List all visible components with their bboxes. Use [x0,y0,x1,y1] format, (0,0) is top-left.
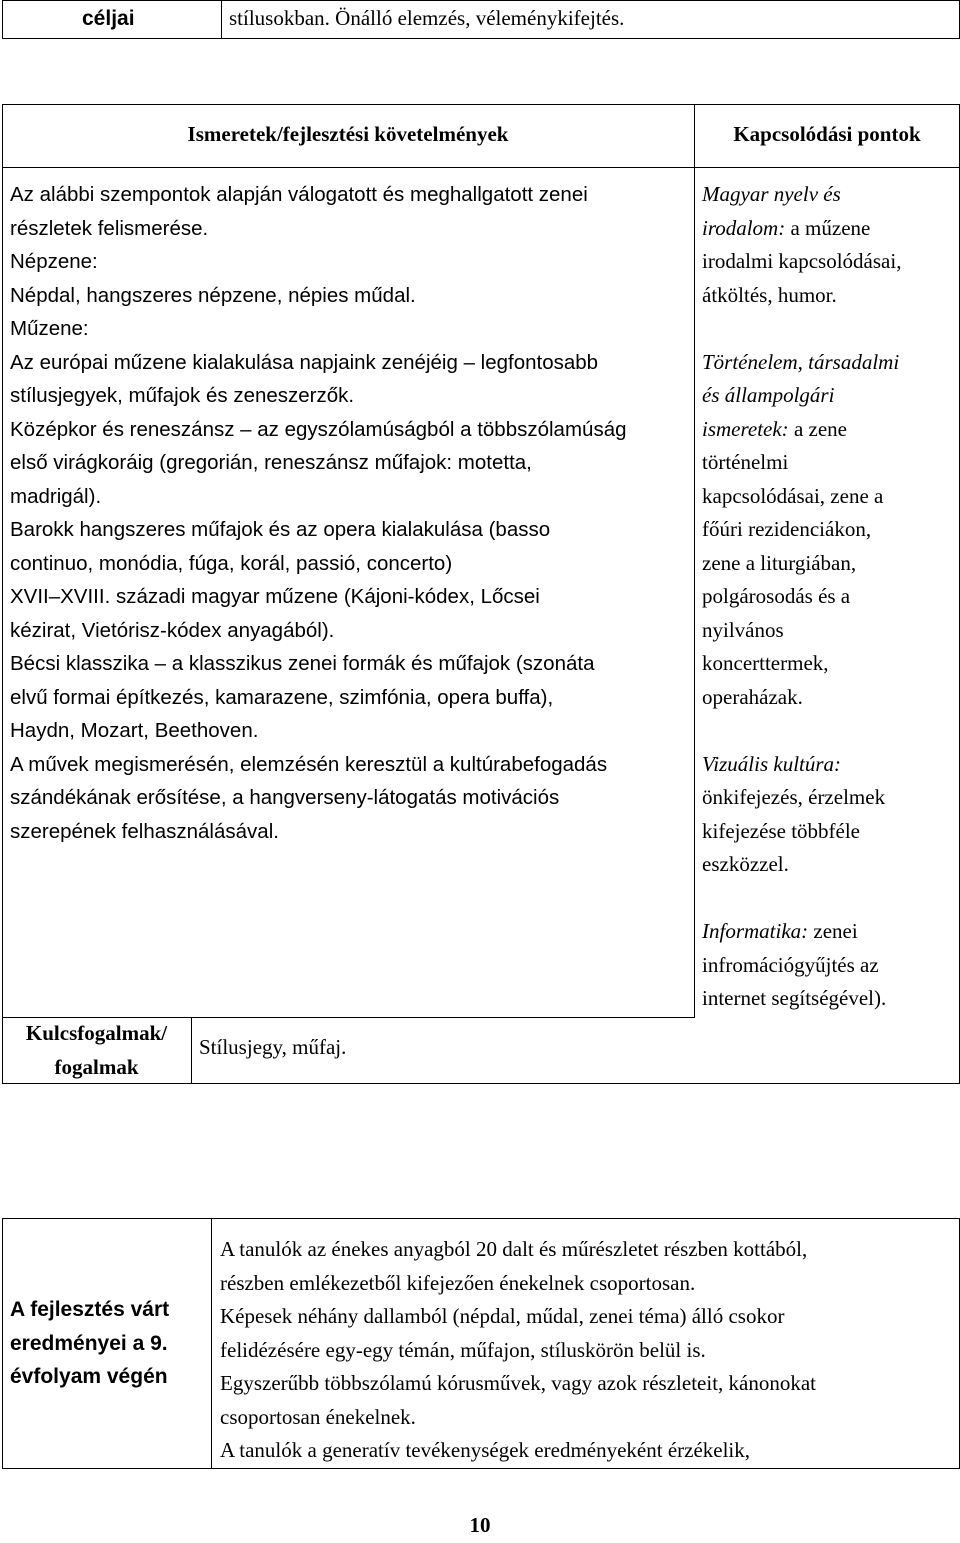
requirements-line: első virágkoráig (gregorián, reneszánsz műfajok: motetta, [10,451,532,474]
subject-name: ismeretek: [702,416,789,441]
connection-text: zene a liturgiában, [702,550,857,575]
requirements-line: stílusjegyek, műfajok és zeneszerzők. [10,384,355,407]
connection-line [702,781,901,815]
results-line: csoportosan énekelnek. [220,1404,416,1429]
results-table-divider [211,1218,212,1469]
connection-line [702,279,901,313]
subject-name: Vizuális kultúra: [702,751,842,776]
connection-text: főúri rezidenciákon, [702,517,872,541]
requirements-line: Bécsi klasszika – a klasszikus zenei formák és műfajok (szonáta [10,652,595,675]
key-concepts-label [2,1017,191,1084]
connection-line [702,848,901,882]
top-row-text: stílusokban. Önálló elemzés, véleménykifejtés. [229,6,625,30]
subject-name: és állampolgári [702,383,835,407]
connection-line [702,982,901,1016]
requirements-line: madrigál). [10,484,102,508]
requirements-line: continuo, monódia, fúga, korál, passió, concerto) [10,551,453,575]
connection-line [702,446,901,480]
results-line: Képesek néhány dallamból (népdal, műdal, zenei téma) álló csokor [220,1304,785,1328]
connection-text: eszközzel. [702,852,789,876]
connection-line [702,178,901,212]
connection-points-text [702,178,901,1016]
requirements-line: Műzene: [10,317,89,340]
connection-text: a műzene [785,215,871,240]
connection-line [702,480,901,514]
connection-line [702,379,901,413]
connection-line [702,212,901,246]
connection-line [702,815,901,849]
key-concepts-label-line: fogalmak [54,1054,139,1079]
requirements-line: Népzene: [10,250,98,273]
requirements-line: Népdal, hangszeres népzene, népies műdal. [10,283,416,307]
connection-text: önkifejezés, érzelmek [702,785,886,809]
connection-text: infromációgyűjtés az [702,952,879,977]
requirements-line: elvű formai építkezés, kamarazene, szimfónia, opera buffa), [10,685,554,709]
requirements-text [10,178,627,848]
connection-text: polgárosodás és a [702,584,851,608]
connection-text: operaházak. [702,684,803,709]
results-line: felidézésére egy-egy témán, műfajon, stíluskörön belül is. [220,1337,706,1362]
subject-name: Informatika: [702,919,809,943]
connection-line [702,681,901,715]
connection-text: kifejezése többféle [702,818,860,843]
content-column-header: Ismeretek/fejlesztési követelmények [187,122,509,146]
results-line: Egyszerűbb többszólamú kórusművek, vagy azok részleteit, kánonokat [220,1371,816,1395]
connection-line [702,245,901,279]
connection-text: zenei [808,919,858,943]
requirements-line: Az európai műzene kialakulása napjaink zenéjéig – legfontosabb [10,350,599,374]
key-concepts-text: Stílusjegy, műfaj. [199,1035,347,1059]
top-row-divider [221,0,222,39]
connection-text: koncerttermek, [702,651,829,675]
connection-text: a zene [788,416,847,441]
connection-text: irodalmi kapcsolódásai, [702,249,902,273]
requirements-line: kézirat, Vietórisz-kódex anyagából). [10,618,335,642]
requirements-line: A művek megismerésén, elemzésén keresztül a kultúrabefogadás [10,752,608,776]
connection-line [702,647,901,681]
requirements-line: Barokk hangszeres műfajok és az opera kialakulása (basso [10,518,551,541]
requirements-line: XVII–XVIII. századi magyar műzene (Kájoni-kódex, Lőcsei [10,585,540,608]
connection-text: internet segítségével). [702,986,887,1010]
connection-line [702,949,901,983]
results-label [10,1293,169,1394]
requirements-line: Középkor és reneszánsz – az egyszólamúságból a többszólamúság [10,417,627,441]
connection-line [702,580,901,614]
group-spacer [702,312,901,346]
connection-line [702,513,901,547]
main-table-header-divider [2,167,960,168]
subject-name: irodalom: [702,215,786,240]
links-column-header: Kapcsolódási pontok [733,122,921,146]
connection-line [702,413,901,447]
key-row-divider [191,1017,192,1083]
results-label-line: eredményei a 9. [10,1331,168,1355]
connection-text: történelmi [702,450,789,474]
requirements-line: szándékának erősítése, a hangverseny-látogatás motivációs [10,786,560,809]
results-label-line: évfolyam végén [10,1365,168,1388]
page-number: 10 [469,1513,491,1537]
requirements-line: Haydn, Mozart, Beethoven. [10,719,259,742]
subject-name: Történelem, társadalmi [702,349,900,374]
results-line: A tanulók az énekes anyagból 20 dalt és műrészletet részben kottából, [220,1237,808,1261]
main-table-column-divider [694,104,695,1018]
key-concepts-label-line: Kulcsfogalmak/ [25,1021,168,1045]
connection-line [702,915,901,949]
group-spacer [702,882,901,916]
connection-line [702,614,901,648]
requirements-line: Az alábbi szempontok alapján válogatott és meghallgatott zenei [10,183,588,206]
results-label-line: A fejlesztés várt [10,1298,170,1321]
connection-text: kapcsolódásai, zene a [702,483,884,508]
group-spacer [702,714,901,748]
results-line: A tanulók a generatív tevékenységek eredményeként érzékelik, [220,1438,751,1462]
requirements-line: szerepének felhasználásával. [10,819,279,843]
connection-text: átköltés, humor. [702,282,837,307]
connection-line [702,748,901,782]
subject-name: Magyar nyelv és [702,182,841,206]
results-text [220,1233,816,1468]
connection-line [702,346,901,380]
connection-line [702,547,901,581]
connection-text: nyilvános [702,617,784,642]
requirements-line: részletek felismerése. [10,216,209,240]
results-line: részben emlékezetből kifejezően énekelnek csoportosan. [220,1270,696,1295]
top-row-label: céljai [82,7,135,30]
